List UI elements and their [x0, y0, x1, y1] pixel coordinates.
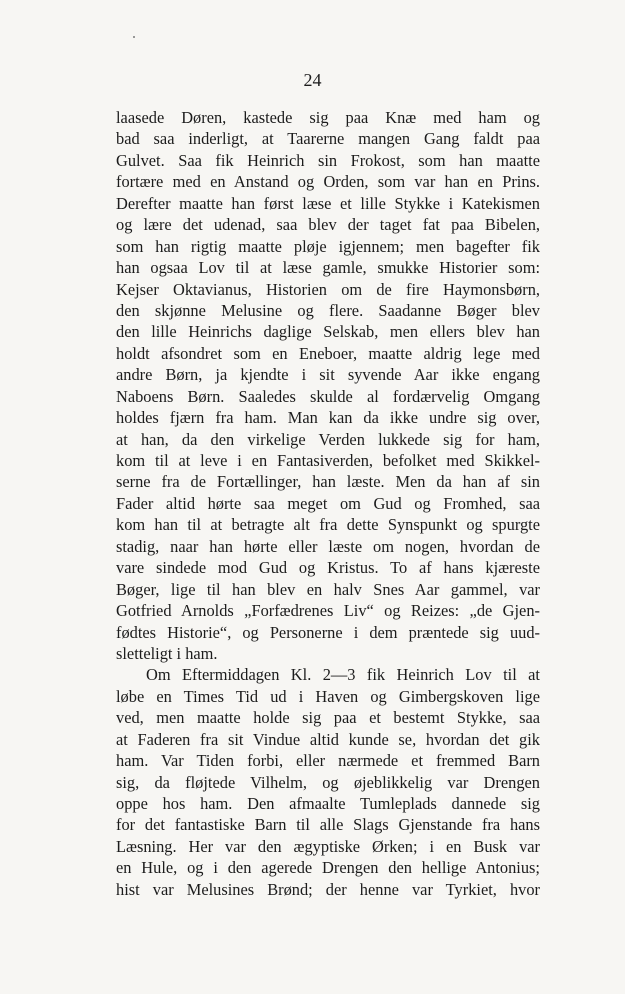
text-line: Bøger, lige til han blev en halv Snes Aar gammel, var [116, 579, 540, 599]
text-line: den skjønne Melusine og flere. Saadanne Bøger blev [116, 300, 540, 320]
text-line: Derefter maatte han først læse et lille Stykke i Katekismen [116, 193, 540, 213]
text-line: kom han til at betragte alt fra dette Synspunkt og spurgte [116, 515, 540, 535]
text-line: Fader altid hørte saa meget om Gud og Fromhed, saa [116, 493, 540, 513]
text-line: sig, da fløjtede Vilhelm, og øjeblikkelig var Drengen [116, 772, 540, 792]
text-line: stadig, naar han hørte eller læste om nogen, hvordan de [116, 536, 540, 556]
text-line: løbe en Times Tid ud i Haven og Gimbergskoven lige [116, 686, 540, 706]
text-line: vare sindede mod Gud og Kristus. To af hans kjæreste [116, 558, 540, 578]
text-line: andre Børn, ja kjendte i sit syvende Aar ikke engang [116, 365, 540, 385]
text-line: sletteligt i ham. [116, 643, 218, 663]
text-line: kom til at leve i en Fantasiverden, befolket med Skikkel- [116, 451, 540, 470]
text-line: Om Eftermiddagen Kl. 2—3 fik Heinrich Lov til at [146, 665, 540, 685]
text-line: som han rigtig maatte pløje igjennem; men bagefter fik [116, 236, 540, 256]
text-line: for det fantastiske Barn til alle Slags Gjenstande fra hans [116, 815, 540, 835]
text-line: Gulvet. Saa fik Heinrich sin Frokost, som han maatte [116, 150, 540, 170]
text-line: holdes fjærn fra ham. Man kan da ikke undre sig over, [116, 408, 540, 428]
text-line: han ogsaa Lov til at læse gamle, smukke Historier som: [116, 258, 540, 278]
text-line: Naboens Børn. Saaledes skulde al fordærvelig Omgang [116, 386, 540, 406]
body-text [116, 107, 540, 900]
text-line: serne fra de Fortællinger, han læste. Men da han af sin [116, 472, 540, 492]
text-line: bad saa inderligt, at Taarerne mangen Gang faldt paa [116, 129, 540, 149]
text-line: at han, da den virkelige Verden lukkede sig for ham, [116, 429, 540, 449]
text-line: ved, men maatte holde sig paa et bestemt Stykke, saa [116, 708, 540, 728]
text-line: oppe hos ham. Den afmaalte Tumleplads dannede sig [116, 794, 540, 813]
text-line: og lære det udenad, saa blev der taget fat paa Bibelen, [116, 215, 540, 235]
text-line: fødtes Historie“, og Personerne i dem præntede sig uud- [116, 622, 540, 642]
text-line: Kejser Oktavianus, Historien om de fire Haymonsbørn, [116, 279, 540, 299]
text-line: ham. Var Tiden forbi, eller nærmede et fremmed Barn [116, 751, 540, 771]
text-line: Gotfried Arnolds „Forfædrenes Liv“ og Reizes: „de Gjen- [116, 601, 540, 621]
text-line: at Faderen fra sit Vindue altid kunde se, hvordan det gik [116, 729, 540, 749]
page-number: 24 [303, 70, 322, 90]
text-line: en Hule, og i den agerede Drengen den hellige Antonius; [116, 858, 540, 878]
ink-speck [133, 36, 135, 38]
text-line: Læsning. Her var den ægyptiske Ørken; i en Busk var [116, 836, 540, 856]
text-line: holdt afsondret som en Eneboer, maatte aldrig lege med [116, 343, 540, 363]
text-line: hist var Melusines Brønd; der henne var Tyrkiet, hvor [116, 879, 540, 899]
text-line: laasede Døren, kastede sig paa Knæ med ham og [116, 108, 540, 127]
text-line: den lille Heinrichs daglige Selskab, men ellers blev han [116, 322, 540, 342]
text-line: fortære med en Anstand og Orden, som var han en Prins. [116, 172, 540, 192]
